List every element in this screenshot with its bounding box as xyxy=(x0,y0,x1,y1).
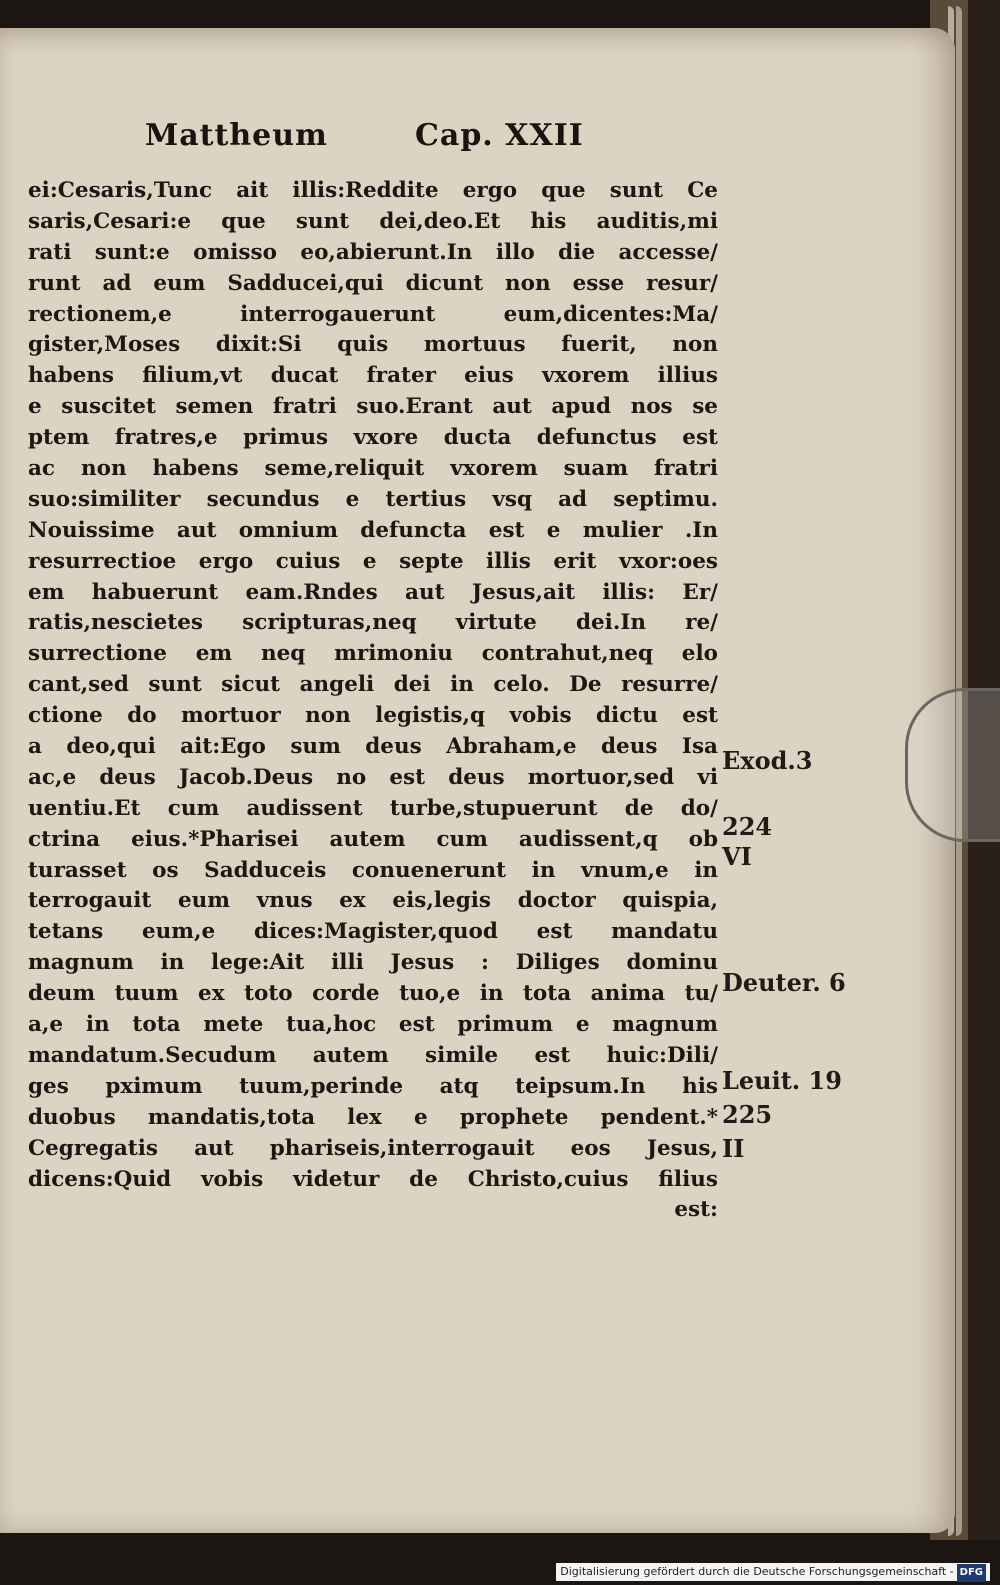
footer-text: Digitalisierung gefördert durch die Deutsche Forschungsgemeinschaft - xyxy=(560,1565,954,1578)
text-line: rectionem,e interrogauerunt eum,dicentes:Ma/ xyxy=(28,301,718,327)
text-line: uentiu.Et cum audissent turbe,stupuerunt de do/ xyxy=(28,795,718,821)
text-line: ac,e deus Jacob.Deus no est deus mortuor,sed vi xyxy=(28,764,718,790)
text-line: ges pximum tuum,perinde atq teipsum.In his xyxy=(28,1073,718,1099)
text-line: cant,sed sunt sicut angeli dei in celo. De resurre/ xyxy=(28,672,718,698)
text-line: ptem fratres,e primus vxore ducta defunctus est xyxy=(28,425,718,451)
text-line: magnum in lege:Ait illi Jesus : Diliges dominu xyxy=(28,950,718,976)
margin-note-exod: Exod.3 xyxy=(722,746,813,775)
text-line: ctrina eius.*Pharisei autem cum audissent,q ob xyxy=(28,826,718,852)
text-line: ctione do mortuor non legistis,q vobis dictu est xyxy=(28,703,718,729)
text-line: gister,Moses dixit:Si quis mortuus fuerit, non xyxy=(28,332,718,358)
header-chapter: Cap. XXII xyxy=(415,118,584,153)
dfg-logo: DFG xyxy=(957,1564,986,1582)
margin-note-leuit: Leuit. 19 xyxy=(722,1066,842,1095)
margin-note-225: 225 xyxy=(722,1100,773,1129)
text-line: deum tuum ex toto corde tuo,e in tota anima tu/ xyxy=(28,981,718,1007)
text-line: em habuerunt eam.Rndes aut Jesus,ait illis: Er/ xyxy=(28,579,718,605)
header-book-title: Mattheum xyxy=(145,118,328,153)
text-line: tetans eum,e dices:Magister,quod est mandatu xyxy=(28,919,718,945)
text-line: mandatum.Secudum autem simile est huic:Dili/ xyxy=(28,1042,718,1068)
text-line: ac non habens seme,reliquit vxorem suam fratri xyxy=(28,456,718,482)
text-line: e suscitet semen fratri suo.Erant aut apud nos se xyxy=(28,394,718,420)
text-line: saris,Cesari:e que sunt dei,deo.Et his auditis,mi xyxy=(28,208,718,234)
text-line: runt ad eum Sadducei,qui dicunt non esse resur/ xyxy=(28,270,718,296)
text-line: surrectione em neq mrimoniu contrahut,neq elo xyxy=(28,641,718,667)
funding-footer xyxy=(556,1563,990,1581)
text-line: suo:similiter secundus e tertius vsq ad septimu. xyxy=(28,486,718,512)
text-line: resurrectioe ergo cuius e septe illis erit vxor:oes xyxy=(28,548,718,574)
margin-note-deuter: Deuter. 6 xyxy=(722,968,846,997)
margin-note-ii: II xyxy=(722,1134,745,1163)
page-clip xyxy=(905,688,1000,842)
margin-note-vi: VI xyxy=(722,842,752,871)
text-line: a deo,qui ait:Ego sum deus Abraham,e deus Isa xyxy=(28,734,718,760)
text-line: est: xyxy=(674,1197,718,1223)
text-line: dicens:Quid vobis videtur de Christo,cuius filius xyxy=(28,1166,718,1192)
text-line: habens filium,vt ducat frater eius vxorem illius xyxy=(28,363,718,389)
text-line: Cegregatis aut phariseis,interrogauit eos Jesus, xyxy=(28,1135,718,1161)
text-line: turasset os Sadduceis conuenerunt in vnum,e in xyxy=(28,857,718,883)
text-line: rati sunt:e omisso eo,abierunt.In illo die accesse/ xyxy=(28,239,718,265)
text-line: ratis,nescietes scripturas,neq virtute dei.In re/ xyxy=(28,610,718,636)
margin-note-224: 224 xyxy=(722,812,773,841)
text-line: Nouissime aut omnium defuncta est e mulier .In xyxy=(28,517,718,543)
text-line: ei:Cesaris,Tunc ait illis:Reddite ergo que sunt Ce xyxy=(28,178,718,203)
running-header xyxy=(145,118,605,162)
page-body-text xyxy=(28,176,718,1226)
text-line: a,e in tota mete tua,hoc est primum e magnum xyxy=(28,1012,718,1038)
text-line: terrogauit eum vnus ex eis,legis doctor quispia, xyxy=(28,888,718,914)
text-line: duobus mandatis,tota lex e prophete pendent.* xyxy=(28,1104,718,1130)
